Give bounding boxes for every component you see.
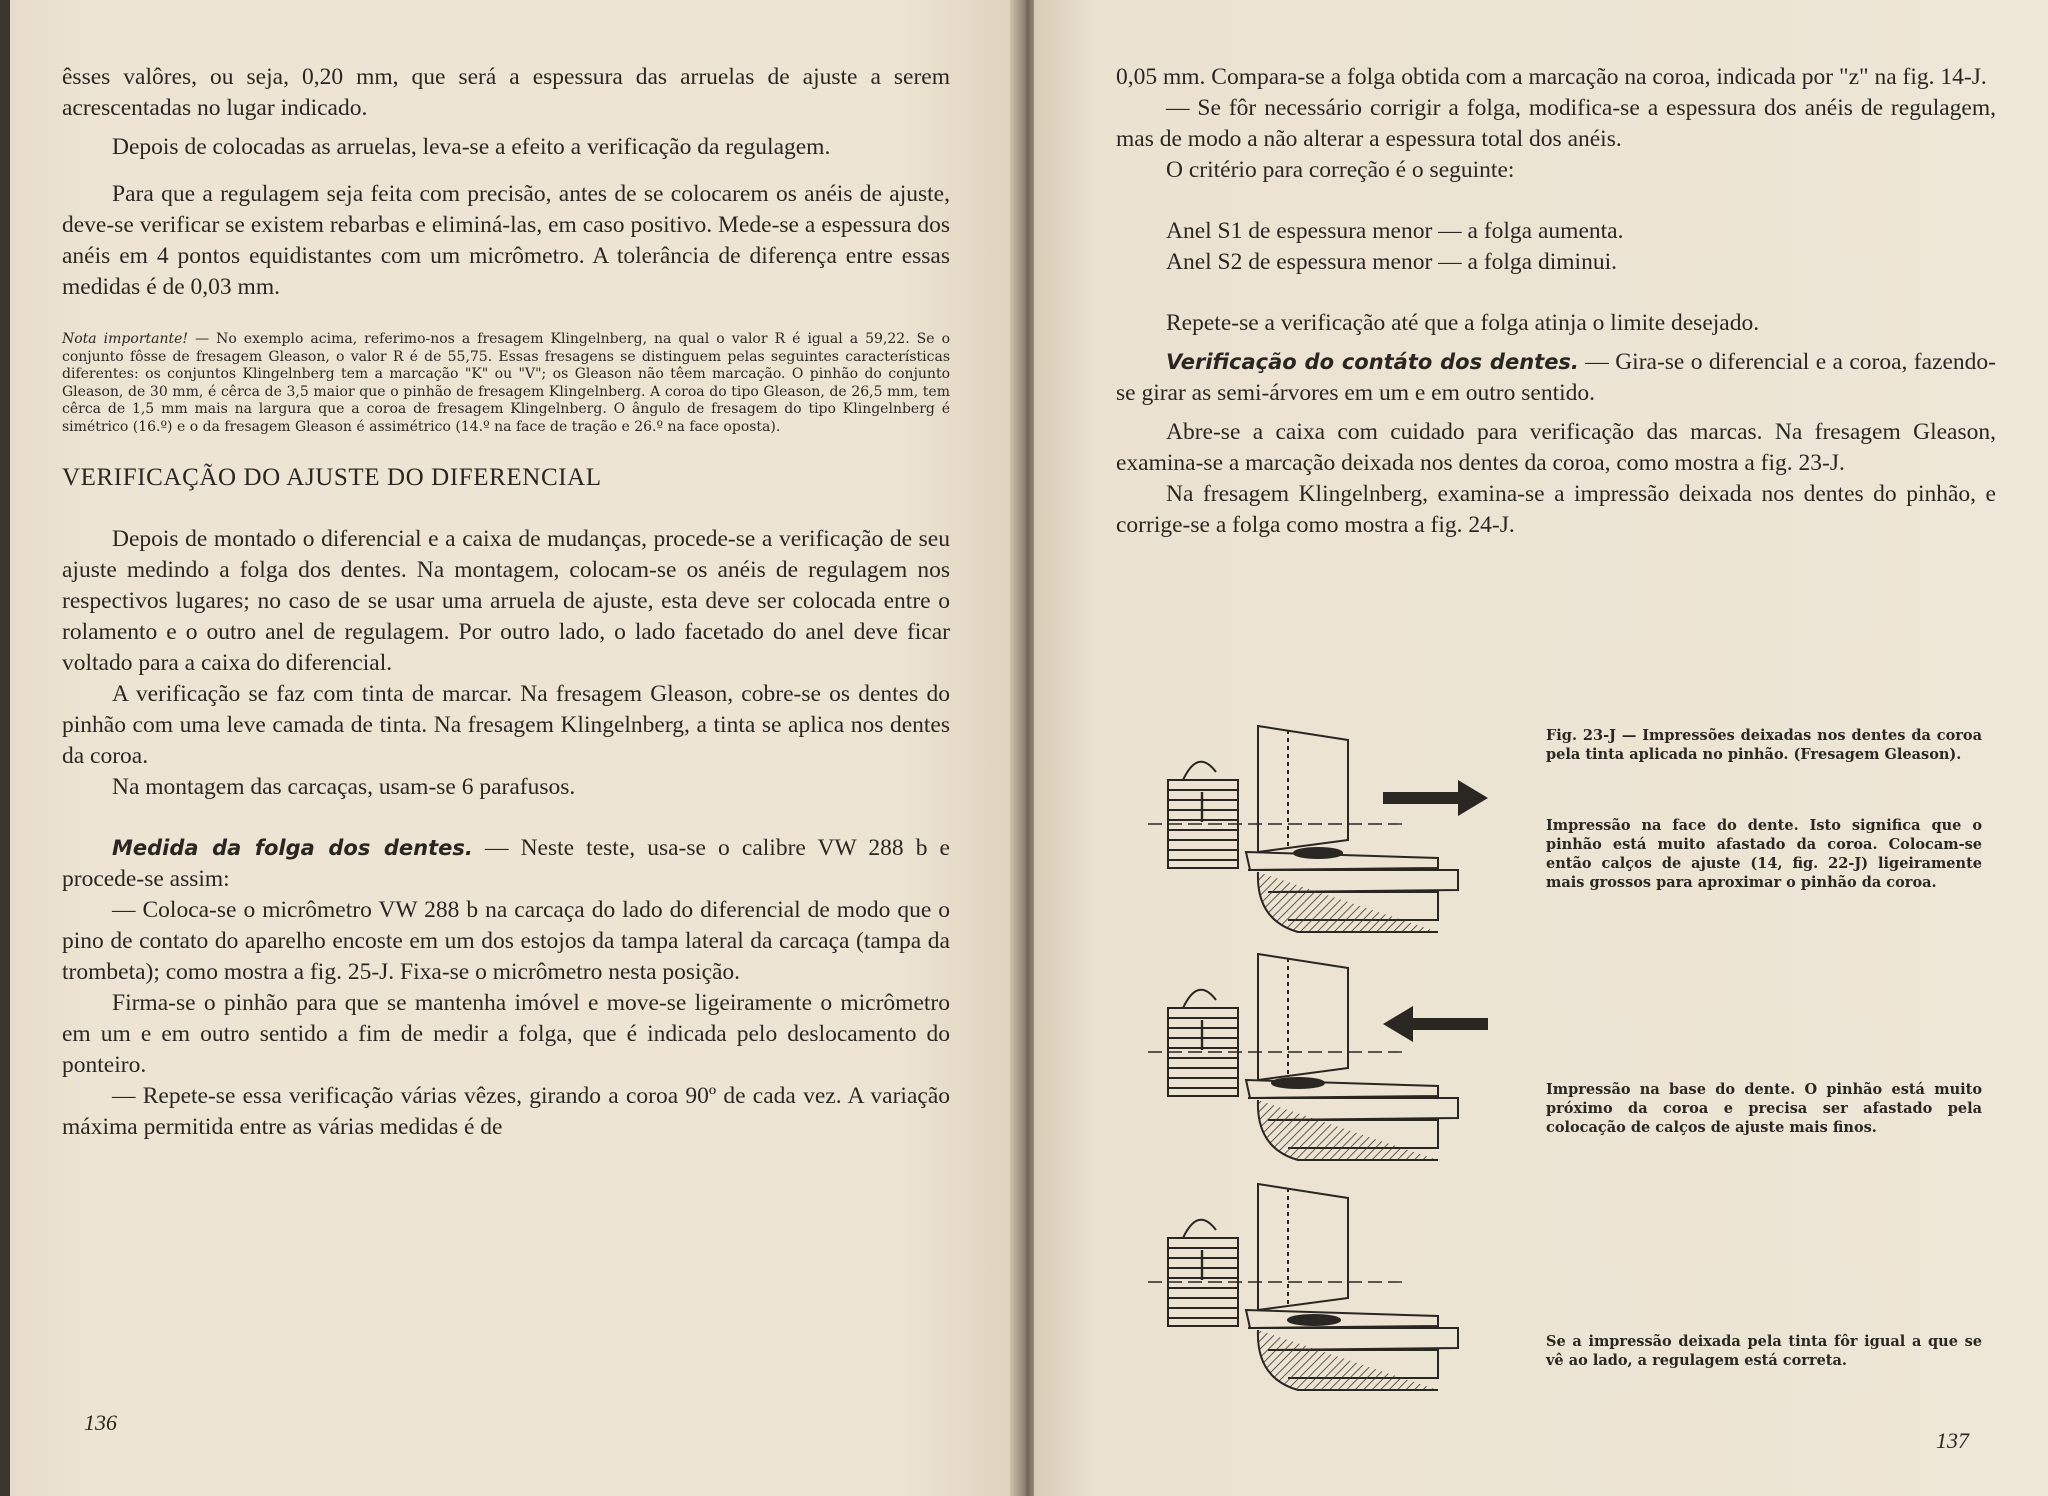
important-note bbox=[62, 331, 950, 436]
figure-caption-title: Fig. 23-J — Impressões deixadas nos dentes da coroa pela tinta aplicada no pinhão. (Fresagem Gleason). bbox=[1546, 727, 1982, 763]
gear-diagram-face-contact bbox=[1138, 720, 1548, 940]
paragraph: 0,05 mm. Compara-se a folga obtida com a marcação na coroa, indicada por "z" na fig. 14-J. bbox=[1116, 64, 1987, 90]
paragraph: Para que a regulagem seja feita com precisão, antes de se colocarem os anéis de ajuste, deve-se verificar se existem rebarbas e eliminá-las, em caso positivo. Mede-se a espessura dos anéis em 4 pontos equidistantes com um micrômetro. A tolerância de diferença entre essas medidas é de 0,03 mm. bbox=[62, 181, 950, 300]
paragraph: Depois de montado o diferencial e a caixa de mudanças, procede-se a verificação de seu ajuste medindo a folga dos dentes. Na montagem, colocam-se os anéis de regulagem nos respectivos lugares; no caso de se usar uma arruela de ajuste, esta deve ser colocada entre o rolamento e o outro anel de regulagem. Por outro lado, o lado facetado do anel deve ficar voltado para a caixa do diferencial. bbox=[62, 526, 950, 676]
figure-caption: Se a impressão deixada pela tinta fôr igual a que se vê ao lado, a regulagem está correta. bbox=[1546, 1333, 1982, 1369]
paragraph: A verificação se faz com tinta de marcar. Na fresagem Gleason, cobre-se os dentes do pinhão com uma leve camada de tinta. Na fresagem Klingelnberg, a tinta se aplica nos dentes da coroa. bbox=[62, 681, 950, 769]
gear-diagram-base-contact bbox=[1138, 952, 1548, 1172]
paragraph: Na montagem das carcaças, usam-se 6 parafusos. bbox=[112, 774, 576, 800]
correction-rules bbox=[1116, 216, 1996, 278]
note-lead: Nota importante! bbox=[62, 331, 189, 347]
gear-illustration bbox=[1138, 720, 1538, 940]
gear-illustration bbox=[1138, 1182, 1538, 1402]
paragraph: O critério para correção é o seguinte: bbox=[1166, 157, 1515, 183]
note-body: — No exemplo acima, referimo-nos a fresagem Klingelnberg, na qual o valor R é igual a 59,22. Se o conjunto fôsse de fresagem Gleason, o valor R é de 55,75. Essas fresagens se distinguem pelas seguintes características diferentes: os conjuntos Klingelnberg tem a marcação "K" ou "V"; os Gleason não têem marcação. O pinhão do conjunto Gleason, de 30 mm, é cêrca de 3,5 maior que o pinhão de fresagem Klingelnberg. A coroa do tipo Gleason, de 26,5 mm, tem cêrca de 1,5 mm mais na largura que a coroa de fresagem Klingelnberg. O ângulo de fresagem do tipo Klingelnberg é simétrico (16.º) e o da fresagem Gleason é assimétrico (14.º na face de tração e 26.º na face oposta). bbox=[62, 331, 951, 435]
page-number: 136 bbox=[84, 1410, 117, 1435]
gear-diagram-correct-contact bbox=[1138, 1182, 1548, 1402]
paragraph: — Se fôr necessário corrigir a folga, modifica-se a espessura dos anéis de regulagem, mas de modo a não alterar a espessura total dos anéis. bbox=[1116, 95, 1996, 152]
arrow-left-icon bbox=[1383, 1006, 1488, 1042]
left-text-column bbox=[62, 62, 950, 1143]
paragraph: Repete-se a verificação até que a folga atinja o limite desejado. bbox=[1166, 310, 1760, 336]
paragraph: Depois de colocadas as arruelas, leva-se a efeito a verificação da regulagem. bbox=[112, 134, 831, 160]
paragraph: Na fresagem Klingelnberg, examina-se a impressão deixada nos dentes do pinhão, e corrige-se a folga como mostra a fig. 24-J. bbox=[1116, 481, 1996, 538]
figure-caption: Impressão na face do dente. Isto significa que o pinhão está muito afastado da coroa. Colocam-se então calços de ajuste (14, fig. 22-J) ligeiramente mais grossos para aproximar o pinhão da coroa. bbox=[1546, 817, 1982, 891]
page-number: 137 bbox=[1936, 1428, 1969, 1453]
paragraph: êsses valôres, ou seja, 0,20 mm, que será a espessura das arruelas de ajuste a serem acrescentadas no lugar indicado. bbox=[62, 64, 950, 121]
arrow-right-icon bbox=[1383, 780, 1488, 816]
right-text-column bbox=[1116, 62, 1996, 541]
paragraph: Firma-se o pinhão para que se mantenha imóvel e move-se ligeiramente o micrômetro em um e em outro sentido a fim de medir a folga, que é indicada pelo deslocamento do ponteiro. bbox=[62, 990, 950, 1078]
paragraph bbox=[1116, 347, 1996, 409]
paragraph bbox=[62, 833, 950, 895]
right-page bbox=[1034, 0, 2048, 1496]
run-in-heading: Verificação do contáto dos dentes. bbox=[1166, 350, 1579, 374]
paragraph: Abre-se a caixa com cuidado para verificação das marcas. Na fresagem Gleason, examina-se a marcação deixada nos dentes da coroa, como mostra a fig. 23-J. bbox=[1116, 419, 1996, 476]
figure-23-j bbox=[1034, 720, 2048, 1420]
figure-caption: Impressão na base do dente. O pinhão está muito próximo da coroa e precisa ser afastado pela colocação de calços de ajuste mais finos. bbox=[1546, 1081, 1982, 1136]
left-page bbox=[10, 0, 1018, 1496]
paragraph-text: — Neste teste, usa-se o calibre VW 288 b e procede-se assim: bbox=[62, 835, 950, 892]
rule-line: Anel S1 de espessura menor — a folga aumenta. bbox=[1166, 218, 1624, 244]
run-in-heading: Medida da folga dos dentes. bbox=[112, 836, 473, 860]
gear-illustration bbox=[1138, 952, 1538, 1172]
paragraph: — Repete-se essa verificação várias vêzes, girando a coroa 90º de cada vez. A variação máxima permitida entre as várias medidas é de bbox=[62, 1083, 950, 1140]
section-heading: VERIFICAÇÃO DO AJUSTE DO DIFERENCIAL bbox=[62, 464, 602, 491]
rule-line: Anel S2 de espessura menor — a folga diminui. bbox=[1166, 249, 1617, 275]
paragraph-text: — Gira-se o diferencial e a coroa, fazendo-se girar as semi-árvores em um e em outro sentido. bbox=[1116, 349, 1996, 406]
paragraph: — Coloca-se o micrômetro VW 288 b na carcaça do lado do diferencial de modo que o pino de contato do aparelho encoste em um dos estojos da tampa lateral da carcaça (tampa da trombeta); como mostra a fig. 25-J. Fixa-se o micrômetro nesta posição. bbox=[62, 897, 950, 985]
